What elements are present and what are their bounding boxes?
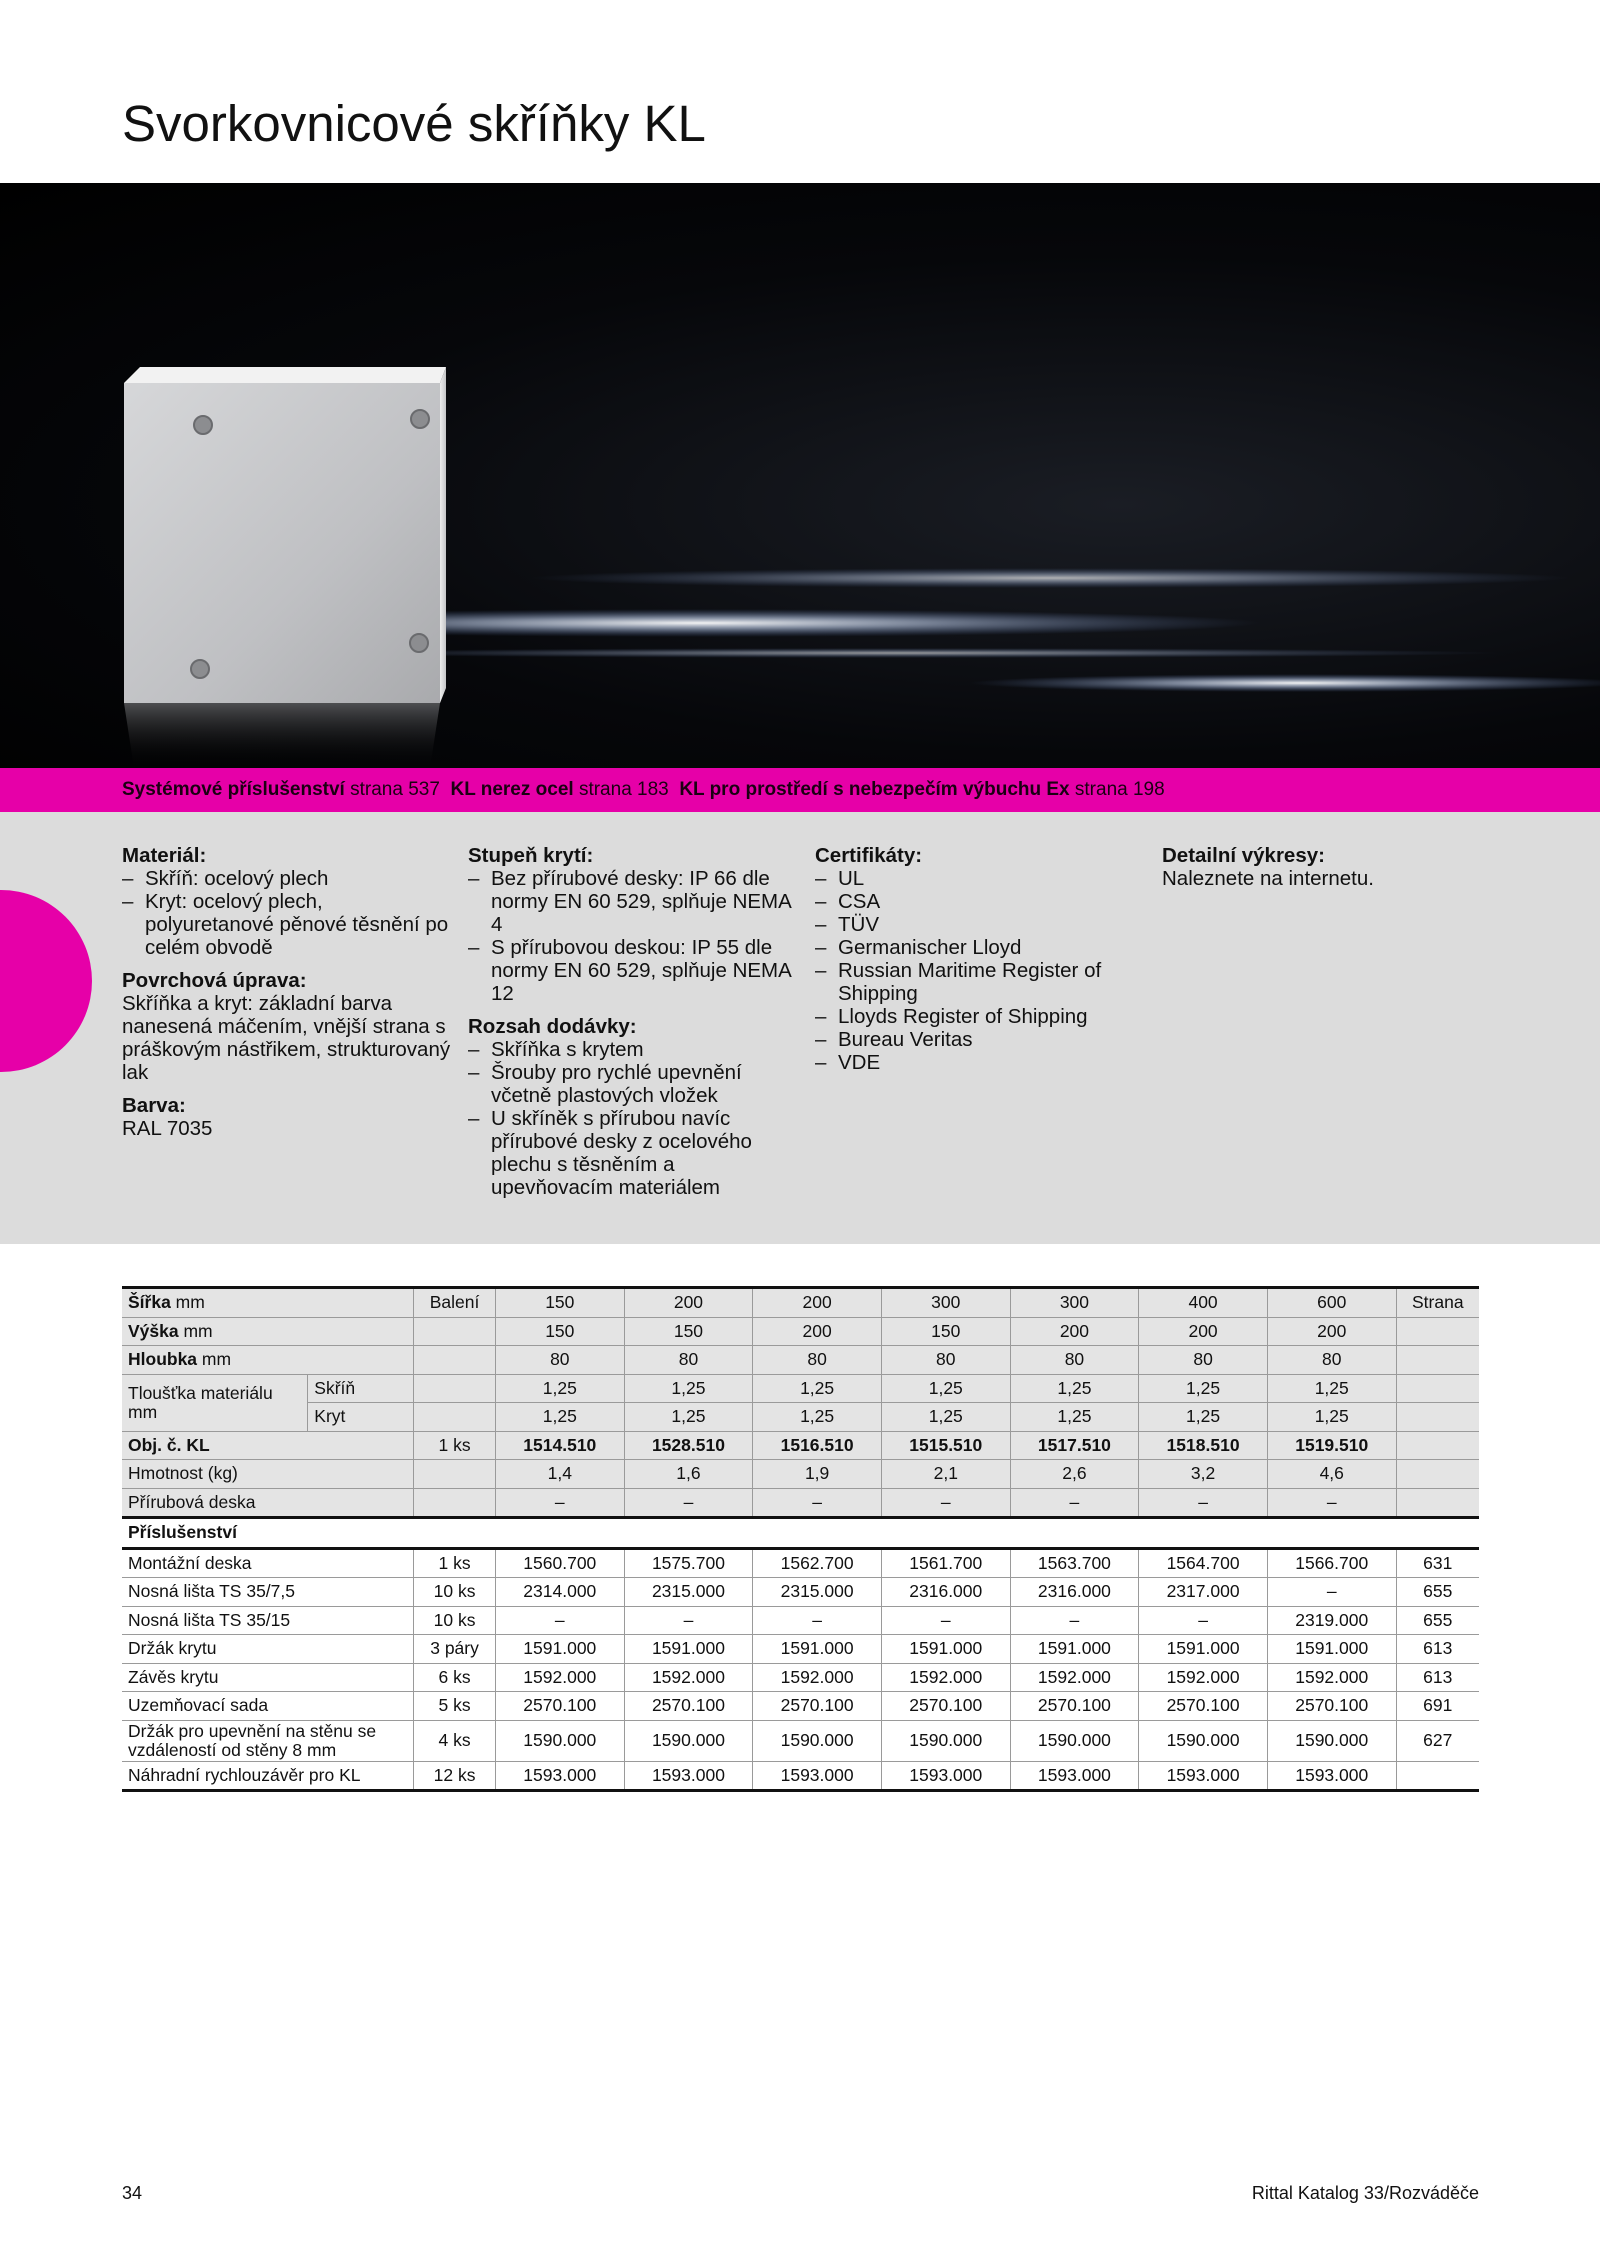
- value-cell: 1591.000: [881, 1635, 1010, 1664]
- value-cell: –: [1139, 1488, 1268, 1518]
- table-cell: [414, 1460, 496, 1489]
- value-cell: 2570.100: [495, 1692, 624, 1721]
- link-stainless[interactable]: KL nerez ocel: [450, 779, 574, 800]
- value-cell: 1575.700: [624, 1548, 753, 1578]
- page-title: Svorkovnicové skříňky KL: [122, 95, 706, 152]
- thickness-body-row: [122, 1374, 1479, 1403]
- value-cell: 1566.700: [1267, 1548, 1396, 1578]
- weight-label: Hmotnost (kg): [122, 1460, 414, 1489]
- value-cell: 2570.100: [753, 1692, 882, 1721]
- value-cell: 1,4: [495, 1460, 624, 1489]
- weight-row: [122, 1460, 1479, 1489]
- value-cell: –: [1267, 1578, 1396, 1607]
- accessory-page: 631: [1396, 1548, 1479, 1578]
- flange-label: Přírubová deska: [122, 1488, 414, 1518]
- value-cell: –: [1139, 1606, 1268, 1635]
- value-cell: 1563.700: [1010, 1548, 1139, 1578]
- value-cell: 1,6: [624, 1460, 753, 1489]
- lid-label: Kryt: [308, 1403, 414, 1432]
- depth-label: Hloubka mm: [122, 1346, 414, 1375]
- value-cell: 2,6: [1010, 1460, 1139, 1489]
- value-cell: 1564.700: [1139, 1548, 1268, 1578]
- value-cell: 1516.510: [753, 1431, 882, 1460]
- value-cell: 1590.000: [753, 1720, 882, 1761]
- width-label: Šířka mm: [122, 1288, 414, 1318]
- value-cell: 150: [881, 1317, 1010, 1346]
- accessory-pack: 4 ks: [414, 1720, 496, 1761]
- accessory-page: 613: [1396, 1663, 1479, 1692]
- table-cell: [1396, 1488, 1479, 1518]
- catalog-name: Rittal Katalog 33/Rozváděče: [1251, 2183, 1479, 2203]
- accessory-pack: 12 ks: [414, 1761, 496, 1791]
- accessory-pack: 10 ks: [414, 1578, 496, 1607]
- value-cell: 1592.000: [624, 1663, 753, 1692]
- height-label: Výška mm: [122, 1317, 414, 1346]
- value-cell: –: [753, 1488, 882, 1518]
- link-accessories[interactable]: Systémové příslušenství: [122, 779, 345, 800]
- value-cell: 3,2: [1139, 1460, 1268, 1489]
- value-cell: –: [495, 1488, 624, 1518]
- value-cell: 1,25: [1267, 1374, 1396, 1403]
- table-cell: [414, 1403, 496, 1432]
- accessory-page: 613: [1396, 1635, 1479, 1664]
- value-cell: 80: [495, 1346, 624, 1375]
- value-cell: 1519.510: [1267, 1431, 1396, 1460]
- value-cell: 2316.000: [1010, 1578, 1139, 1607]
- pack-header: Balení: [414, 1288, 496, 1318]
- light-streak: [300, 648, 1500, 658]
- height-row: [122, 1317, 1479, 1346]
- value-cell: 80: [1267, 1346, 1396, 1375]
- value-cell: 200: [624, 1288, 753, 1318]
- value-cell: 1590.000: [495, 1720, 624, 1761]
- accessory-row: [122, 1635, 1479, 1664]
- value-cell: 2,1: [881, 1460, 1010, 1489]
- table-cell: [414, 1374, 496, 1403]
- value-cell: –: [1267, 1488, 1396, 1518]
- value-cell: 1590.000: [624, 1720, 753, 1761]
- accessory-page: 691: [1396, 1692, 1479, 1721]
- value-cell: 1592.000: [495, 1663, 624, 1692]
- value-cell: 600: [1267, 1288, 1396, 1318]
- value-cell: 300: [881, 1288, 1010, 1318]
- model-pack: 1 ks: [414, 1431, 496, 1460]
- value-cell: 400: [1139, 1288, 1268, 1318]
- table-cell: [1396, 1346, 1479, 1375]
- value-cell: 1592.000: [1010, 1663, 1139, 1692]
- table-cell: [1396, 1403, 1479, 1432]
- spec-table: [122, 1286, 1479, 1792]
- value-cell: 80: [1139, 1346, 1268, 1375]
- value-cell: 200: [753, 1317, 882, 1346]
- value-cell: 80: [753, 1346, 882, 1375]
- value-cell: 80: [1010, 1346, 1139, 1375]
- value-cell: 1593.000: [1139, 1761, 1268, 1791]
- value-cell: 1561.700: [881, 1548, 1010, 1578]
- value-cell: 1,25: [495, 1374, 624, 1403]
- value-cell: 200: [1139, 1317, 1268, 1346]
- value-cell: 2315.000: [753, 1578, 882, 1607]
- value-cell: 2570.100: [1267, 1692, 1396, 1721]
- accessory-page: [1396, 1761, 1479, 1791]
- accessory-name: Nosná lišta TS 35/15: [122, 1606, 414, 1635]
- value-cell: 2570.100: [881, 1692, 1010, 1721]
- body-label: Skříň: [308, 1374, 414, 1403]
- value-cell: –: [495, 1606, 624, 1635]
- accessories-label: Příslušenství: [122, 1518, 1479, 1549]
- accessory-pack: 5 ks: [414, 1692, 496, 1721]
- info-col-protection: Stupeň krytí: – Bez přírubové desky: IP 66 dle normy EN 60 529, splňuje NEMA 4 – S přírubovou deskou: IP 55 dle normy EN 60 529, splňuje NEMA 12 Rozsah dodávky: – Skříňka s krytem – Šrouby pro rychlé upevnění včetně plastových vložek – U skříněk s přírubou navíc přírubové desky z ocelového plechu s těsněním a upevňovacím materiálem: [468, 844, 798, 1209]
- accessory-row: [122, 1578, 1479, 1607]
- width-row: [122, 1288, 1479, 1318]
- value-cell: 1591.000: [495, 1635, 624, 1664]
- value-cell: 150: [624, 1317, 753, 1346]
- value-cell: 200: [1010, 1317, 1139, 1346]
- value-cell: 1592.000: [881, 1663, 1010, 1692]
- page-number: 34: [122, 2183, 143, 2203]
- value-cell: 1560.700: [495, 1548, 624, 1578]
- flange-row: [122, 1488, 1479, 1518]
- info-col-material: Materiál: – Skříň: ocelový plech – Kryt: ocelový plech, polyuretanové pěnové těsnění po celém obvodě Povrchová úprava: Skříňka a kryt: základní barva nanesená máčením, vnější strana s práškovým nástřikem, strukturovaný lak Barva: RAL 7035: [122, 844, 452, 1150]
- value-cell: 80: [881, 1346, 1010, 1375]
- accessory-page: 655: [1396, 1606, 1479, 1635]
- light-streak: [530, 568, 1570, 588]
- value-cell: 1,25: [624, 1374, 753, 1403]
- value-cell: 1514.510: [495, 1431, 624, 1460]
- accessory-row: [122, 1692, 1479, 1721]
- table-cell: [414, 1317, 496, 1346]
- value-cell: 1,25: [1139, 1403, 1268, 1432]
- accessory-row: [122, 1548, 1479, 1578]
- accessory-name: Držák krytu: [122, 1635, 414, 1664]
- value-cell: 1590.000: [1010, 1720, 1139, 1761]
- accessory-page: 655: [1396, 1578, 1479, 1607]
- value-cell: 1,25: [753, 1403, 882, 1432]
- value-cell: 2314.000: [495, 1578, 624, 1607]
- value-cell: 2317.000: [1139, 1578, 1268, 1607]
- value-cell: 1591.000: [1267, 1635, 1396, 1664]
- related-links-bar: Systémové příslušenství strana 537 KL nerez ocel strana 183 KL pro prostředí s nebezpečím výbuchu Ex strana 198: [0, 768, 1600, 812]
- value-cell: –: [1010, 1606, 1139, 1635]
- depth-row: [122, 1346, 1479, 1375]
- accessory-name: Závěs krytu: [122, 1663, 414, 1692]
- value-cell: –: [624, 1606, 753, 1635]
- value-cell: 4,6: [1267, 1460, 1396, 1489]
- thickness-label: Tloušťka materiálu mm: [122, 1374, 308, 1431]
- value-cell: 1590.000: [1267, 1720, 1396, 1761]
- value-cell: 2316.000: [881, 1578, 1010, 1607]
- accessories-header-row: [122, 1518, 1479, 1549]
- value-cell: 1593.000: [753, 1761, 882, 1791]
- value-cell: 200: [1267, 1317, 1396, 1346]
- value-cell: 1,25: [1267, 1403, 1396, 1432]
- accessory-page: 627: [1396, 1720, 1479, 1761]
- value-cell: 1590.000: [881, 1720, 1010, 1761]
- value-cell: 1591.000: [1010, 1635, 1139, 1664]
- value-cell: 80: [624, 1346, 753, 1375]
- accessory-name: Nosná lišta TS 35/7,5: [122, 1578, 414, 1607]
- table-cell: [414, 1488, 496, 1518]
- info-col-drawings: Detailní výkresy: Naleznete na internetu.: [1162, 844, 1374, 890]
- table-cell: [1396, 1317, 1479, 1346]
- accessory-row: [122, 1761, 1479, 1791]
- value-cell: 1,25: [881, 1403, 1010, 1432]
- value-cell: 1,25: [753, 1374, 882, 1403]
- model-label: Obj. č. KL: [122, 1431, 414, 1460]
- value-cell: 1,25: [624, 1403, 753, 1432]
- value-cell: 1593.000: [624, 1761, 753, 1791]
- accessory-row: [122, 1720, 1479, 1761]
- value-cell: 1591.000: [1139, 1635, 1268, 1664]
- value-cell: 1,9: [753, 1460, 882, 1489]
- value-cell: 2319.000: [1267, 1606, 1396, 1635]
- value-cell: 1,25: [1010, 1403, 1139, 1432]
- value-cell: 1518.510: [1139, 1431, 1268, 1460]
- thickness-lid-row: [122, 1403, 1479, 1432]
- hero-image: [0, 183, 1600, 768]
- value-cell: –: [881, 1606, 1010, 1635]
- accessory-pack: 1 ks: [414, 1548, 496, 1578]
- value-cell: 1592.000: [753, 1663, 882, 1692]
- light-streak: [970, 674, 1600, 692]
- accessory-pack: 6 ks: [414, 1663, 496, 1692]
- value-cell: 1593.000: [881, 1761, 1010, 1791]
- value-cell: –: [881, 1488, 1010, 1518]
- value-cell: 1515.510: [881, 1431, 1010, 1460]
- value-cell: 1591.000: [753, 1635, 882, 1664]
- model-row: [122, 1431, 1479, 1460]
- value-cell: 1593.000: [495, 1761, 624, 1791]
- table-cell: [1396, 1374, 1479, 1403]
- value-cell: 1593.000: [1010, 1761, 1139, 1791]
- value-cell: –: [753, 1606, 882, 1635]
- value-cell: 300: [1010, 1288, 1139, 1318]
- accessory-name: Montážní deska: [122, 1548, 414, 1578]
- value-cell: 1592.000: [1267, 1663, 1396, 1692]
- info-col-certificates: Certifikáty: – UL – CSA – TÜV – Germanischer Lloyd – Russian Maritime Register of Shipping – Lloyds Register of Shipping – Bureau Veritas – VDE: [815, 844, 1145, 1084]
- value-cell: 1,25: [495, 1403, 624, 1432]
- value-cell: 1590.000: [1139, 1720, 1268, 1761]
- accessory-pack: 3 páry: [414, 1635, 496, 1664]
- value-cell: 150: [495, 1288, 624, 1318]
- value-cell: 1593.000: [1267, 1761, 1396, 1791]
- accessory-pack: 10 ks: [414, 1606, 496, 1635]
- table-cell: [1396, 1431, 1479, 1460]
- value-cell: 150: [495, 1317, 624, 1346]
- value-cell: 1592.000: [1139, 1663, 1268, 1692]
- table-cell: [414, 1346, 496, 1375]
- value-cell: 1,25: [1139, 1374, 1268, 1403]
- accessory-name: Náhradní rychlouzávěr pro KL: [122, 1761, 414, 1791]
- page-header: Strana: [1396, 1288, 1479, 1318]
- accessory-name: Uzemňovací sada: [122, 1692, 414, 1721]
- value-cell: 1,25: [881, 1374, 1010, 1403]
- value-cell: 1517.510: [1010, 1431, 1139, 1460]
- accessory-row: [122, 1606, 1479, 1635]
- accessory-name: Držák pro upevnění na stěnu se vzdáleností od stěny 8 mm: [122, 1720, 414, 1761]
- value-cell: 2315.000: [624, 1578, 753, 1607]
- value-cell: –: [624, 1488, 753, 1518]
- value-cell: 2570.100: [624, 1692, 753, 1721]
- table-cell: [1396, 1460, 1479, 1489]
- value-cell: 2570.100: [1010, 1692, 1139, 1721]
- value-cell: 200: [753, 1288, 882, 1318]
- value-cell: 1528.510: [624, 1431, 753, 1460]
- value-cell: –: [1010, 1488, 1139, 1518]
- value-cell: 1562.700: [753, 1548, 882, 1578]
- value-cell: 2570.100: [1139, 1692, 1268, 1721]
- link-ex[interactable]: KL pro prostředí s nebezpečím výbuchu Ex: [679, 779, 1070, 800]
- enclosure-box: [124, 367, 446, 768]
- accessory-row: [122, 1663, 1479, 1692]
- value-cell: 1,25: [1010, 1374, 1139, 1403]
- value-cell: 1591.000: [624, 1635, 753, 1664]
